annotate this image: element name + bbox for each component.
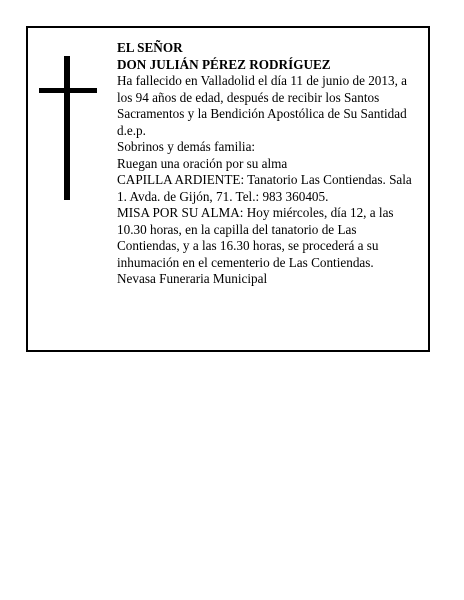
mass-info: MISA POR SU ALMA: Hoy miércoles, día 12, a las 10.30 horas, en la capilla del tanatorio de Las Contiendas, y a las 16.30 horas, se procederá a su inhumación en el cementerio de Las Contiendas. [117, 205, 394, 270]
obituary-text [117, 40, 422, 288]
cross-vertical-bar [64, 56, 70, 200]
heading-title: EL SEÑOR [117, 40, 183, 55]
obituary-notice [26, 26, 430, 352]
cross-horizontal-bar [39, 88, 97, 93]
chapel-info: CAPILLA ARDIENTE: Tanatorio Las Contiendas. Sala 1. Avda. de Gijón, 71. Tel.: 983 360405. [117, 172, 412, 204]
funeral-home: Nevasa Funeraria Municipal [117, 271, 268, 286]
death-announcement: Ha fallecido en Valladolid el día 11 de junio de 2013, a los 94 años de edad, después de recibir los Santos Sacramentos y la Bendición Apostólica de Su Santidad d.e.p. [117, 73, 408, 138]
deceased-name: DON JULIÁN PÉREZ RODRÍGUEZ [117, 56, 331, 72]
family-line: Sobrinos y demás familia: [117, 139, 256, 154]
prayer-request: Ruegan una oración por su alma [117, 155, 288, 171]
cross-icon [39, 56, 97, 200]
